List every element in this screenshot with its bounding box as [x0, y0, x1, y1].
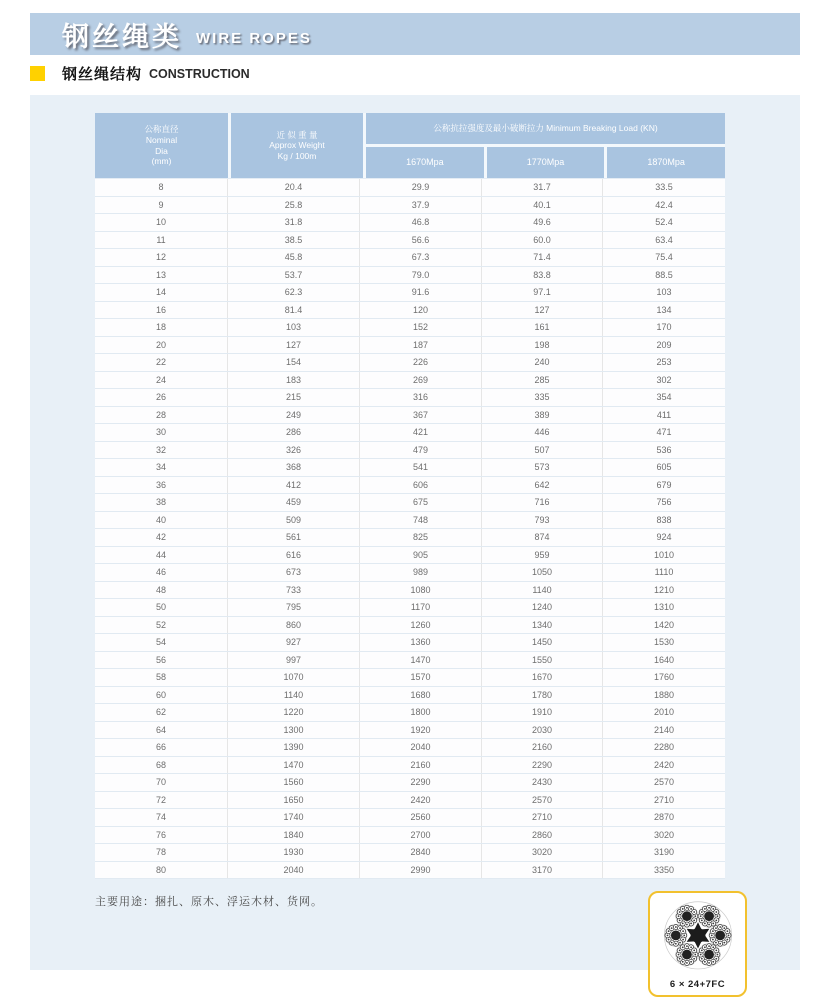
table-cell: 927 [228, 634, 360, 651]
table-cell: 97.1 [482, 284, 603, 301]
table-row [95, 809, 725, 827]
table-cell: 316 [360, 389, 482, 406]
page-title-en: WIRE ROPES [196, 29, 312, 47]
table-cell: 838 [656, 514, 672, 525]
table-cell: 63.4 [655, 234, 673, 245]
table-cell: 31.7 [482, 179, 603, 196]
table-cell: 3350 [653, 864, 675, 875]
table-row [95, 687, 725, 705]
table-cell: 1800 [360, 704, 482, 721]
table-cell: 33.5 [655, 182, 673, 193]
table-cell: 793 [482, 512, 603, 529]
table-row [95, 302, 725, 320]
table-cell: 874 [482, 529, 603, 546]
table-cell: 253 [656, 357, 672, 368]
table-cell: 52 [95, 617, 228, 634]
table-row [95, 599, 725, 617]
table-cell: 573 [482, 459, 603, 476]
section-header [30, 63, 800, 83]
table-row [95, 337, 725, 355]
table-cell: 2840 [360, 844, 482, 861]
table-cell: 959 [482, 547, 603, 564]
table-cell: 795 [228, 599, 360, 616]
table-cell: 45.8 [228, 249, 360, 266]
table-cell: 2990 [360, 862, 482, 879]
table-cell: 2040 [228, 862, 360, 879]
weight-header-zh: 近 似 重 量 [276, 129, 318, 140]
table-cell: 756 [656, 497, 672, 508]
table-cell: 1550 [482, 652, 603, 669]
table-cell: 134 [656, 304, 672, 315]
table-row [95, 757, 725, 775]
table-cell: 42.4 [655, 199, 673, 210]
table-cell: 1390 [228, 739, 360, 756]
table-cell: 103 [656, 287, 672, 298]
table-cell: 10 [95, 214, 228, 231]
table-row [95, 792, 725, 810]
table-cell: 1780 [482, 687, 603, 704]
table-cell: 507 [482, 442, 603, 459]
table-cell: 446 [482, 424, 603, 441]
table-cell: 42 [95, 529, 228, 546]
table-cell: 285 [482, 372, 603, 389]
table-cell: 541 [360, 459, 482, 476]
table-cell: 509 [228, 512, 360, 529]
table-row [95, 319, 725, 337]
table-cell: 32 [95, 442, 228, 459]
table-cell: 183 [228, 372, 360, 389]
table-cell: 49.6 [482, 214, 603, 231]
table-cell: 14 [95, 284, 228, 301]
table-cell: 60.0 [482, 232, 603, 249]
table-cell: 1340 [482, 617, 603, 634]
table-cell: 2030 [482, 722, 603, 739]
table-cell: 76 [95, 827, 228, 844]
table-cell: 825 [360, 529, 482, 546]
table-row [95, 179, 725, 197]
table-cell: 2010 [653, 707, 675, 718]
table-cell: 1880 [653, 689, 675, 700]
table-cell: 22 [95, 354, 228, 371]
table-cell: 1310 [653, 602, 675, 613]
table-cell: 80 [95, 862, 228, 879]
table-cell: 50 [95, 599, 228, 616]
table-cell: 326 [228, 442, 360, 459]
table-row [95, 477, 725, 495]
table-cell: 209 [656, 339, 672, 350]
table-cell: 2420 [653, 759, 675, 770]
table-cell: 34 [95, 459, 228, 476]
column-header-grade-1770: 1770Mpa [487, 147, 605, 178]
table-cell: 66 [95, 739, 228, 756]
table-cell: 389 [482, 407, 603, 424]
table-cell: 60 [95, 687, 228, 704]
table-cell: 1170 [360, 599, 482, 616]
table-cell: 905 [360, 547, 482, 564]
table-cell: 25.8 [228, 197, 360, 214]
section-title-zh: 钢丝绳结构 [62, 65, 143, 83]
diameter-header-en2: Dia [155, 145, 168, 156]
table-row [95, 494, 725, 512]
table-cell: 58 [95, 669, 228, 686]
content-panel [30, 95, 800, 990]
table-cell: 240 [482, 354, 603, 371]
table-row [95, 722, 725, 740]
table-cell: 2290 [360, 774, 482, 791]
table-row [95, 407, 725, 425]
table-cell: 170 [656, 322, 672, 333]
table-cell: 1050 [482, 564, 603, 581]
table-cell: 1910 [482, 704, 603, 721]
table-cell: 675 [360, 494, 482, 511]
table-cell: 187 [360, 337, 482, 354]
table-cell: 30 [95, 424, 228, 441]
table-cell: 53.7 [228, 267, 360, 284]
table-cell: 12 [95, 249, 228, 266]
table-cell: 3170 [482, 862, 603, 879]
table-cell: 249 [228, 407, 360, 424]
table-row [95, 284, 725, 302]
table-cell: 38 [95, 494, 228, 511]
table-cell: 1300 [228, 722, 360, 739]
table-cell: 2160 [482, 739, 603, 756]
table-cell: 48 [95, 582, 228, 599]
table-cell: 1260 [360, 617, 482, 634]
weight-header-en: Approx Weight [269, 140, 325, 151]
table-row [95, 214, 725, 232]
table-cell: 1070 [228, 669, 360, 686]
table-cell: 1570 [360, 669, 482, 686]
table-cell: 67.3 [360, 249, 482, 266]
table-cell: 3020 [653, 829, 675, 840]
table-cell: 62.3 [228, 284, 360, 301]
table-cell: 40.1 [482, 197, 603, 214]
table-cell: 2710 [653, 794, 675, 805]
table-cell: 561 [228, 529, 360, 546]
table-cell: 1530 [653, 637, 675, 648]
table-cell: 103 [228, 319, 360, 336]
table-cell: 642 [482, 477, 603, 494]
table-cell: 2570 [482, 792, 603, 809]
table-cell: 1560 [228, 774, 360, 791]
table-cell: 1140 [482, 582, 603, 599]
table-row [95, 197, 725, 215]
rope-cross-section-icon [657, 896, 739, 978]
table-cell: 536 [656, 444, 672, 455]
column-header-breaking-load [366, 113, 725, 144]
table-cell: 8 [95, 179, 228, 196]
wire-rope-spec-table [95, 113, 725, 879]
table-cell: 354 [656, 392, 672, 403]
table-cell: 1470 [228, 757, 360, 774]
table-cell: 860 [228, 617, 360, 634]
table-row [95, 512, 725, 530]
table-cell: 733 [228, 582, 360, 599]
table-cell: 161 [482, 319, 603, 336]
table-cell: 471 [656, 427, 672, 438]
table-cell: 1840 [228, 827, 360, 844]
table-cell: 38.5 [228, 232, 360, 249]
table-cell: 1670 [482, 669, 603, 686]
table-cell: 226 [360, 354, 482, 371]
table-cell: 997 [228, 652, 360, 669]
table-cell: 215 [228, 389, 360, 406]
table-cell: 56.6 [360, 232, 482, 249]
table-cell: 2140 [653, 724, 675, 735]
table-row [95, 459, 725, 477]
table-cell: 924 [656, 532, 672, 543]
table-cell: 88.5 [655, 269, 673, 280]
table-row [95, 617, 725, 635]
table-row [95, 827, 725, 845]
table-row [95, 652, 725, 670]
table-cell: 54 [95, 634, 228, 651]
table-cell: 673 [228, 564, 360, 581]
weight-header-unit: Kg / 100m [277, 150, 317, 161]
table-cell: 335 [482, 389, 603, 406]
table-cell: 44 [95, 547, 228, 564]
page-banner [30, 13, 800, 55]
table-cell: 2870 [653, 812, 675, 823]
table-cell: 81.4 [228, 302, 360, 319]
table-cell: 421 [360, 424, 482, 441]
table-cell: 2560 [360, 809, 482, 826]
table-cell: 18 [95, 319, 228, 336]
grade-subheader-row [366, 147, 725, 178]
table-cell: 2290 [482, 757, 603, 774]
table-row [95, 582, 725, 600]
table-cell: 2160 [360, 757, 482, 774]
table-cell: 79.0 [360, 267, 482, 284]
table-cell: 46 [95, 564, 228, 581]
table-row [95, 704, 725, 722]
rope-construction-card [648, 891, 747, 997]
table-cell: 71.4 [482, 249, 603, 266]
table-row [95, 354, 725, 372]
usage-note: 主要用途：捆扎、原木、浮运木材、货网。 [95, 896, 323, 908]
table-row [95, 529, 725, 547]
table-cell: 367 [360, 407, 482, 424]
table-cell: 20 [95, 337, 228, 354]
table-cell: 286 [228, 424, 360, 441]
table-cell: 75.4 [655, 252, 673, 263]
table-cell: 269 [360, 372, 482, 389]
column-header-grade-1670: 1670Mpa [366, 147, 484, 178]
table-cell: 46.8 [360, 214, 482, 231]
table-cell: 52.4 [655, 217, 673, 228]
table-cell: 2710 [482, 809, 603, 826]
table-cell: 3190 [653, 847, 675, 858]
table-cell: 1450 [482, 634, 603, 651]
table-cell: 74 [95, 809, 228, 826]
table-cell: 152 [360, 319, 482, 336]
table-cell: 412 [228, 477, 360, 494]
table-cell: 127 [228, 337, 360, 354]
table-row [95, 424, 725, 442]
table-cell: 2570 [653, 777, 675, 788]
table-cell: 40 [95, 512, 228, 529]
section-bullet-icon [30, 66, 45, 81]
table-cell: 1140 [228, 687, 360, 704]
table-cell: 37.9 [360, 197, 482, 214]
table-cell: 198 [482, 337, 603, 354]
table-cell: 28 [95, 407, 228, 424]
table-cell: 606 [360, 477, 482, 494]
table-cell: 1640 [653, 654, 675, 665]
table-cell: 302 [656, 374, 672, 385]
table-row [95, 372, 725, 390]
table-cell: 1680 [360, 687, 482, 704]
table-cell: 1360 [360, 634, 482, 651]
table-row [95, 389, 725, 407]
table-body [95, 178, 725, 879]
table-cell: 2430 [482, 774, 603, 791]
table-cell: 78 [95, 844, 228, 861]
diameter-header-zh: 公称直径 [144, 124, 179, 135]
table-cell: 411 [656, 409, 672, 420]
page-title-zh: 钢丝绳类 [62, 21, 182, 52]
table-cell: 1110 [654, 567, 674, 578]
column-header-grade-1870: 1870Mpa [607, 147, 725, 178]
table-cell: 2420 [360, 792, 482, 809]
column-header-weight [231, 113, 363, 178]
table-cell: 68 [95, 757, 228, 774]
table-row [95, 267, 725, 285]
table-header [95, 113, 725, 178]
table-cell: 1470 [360, 652, 482, 669]
table-row [95, 739, 725, 757]
table-cell: 127 [482, 302, 603, 319]
table-cell: 64 [95, 722, 228, 739]
breaking-load-header-text: 公称抗拉强度及最小破断拉力 Minimum Breaking Load (KN) [433, 123, 658, 134]
table-row [95, 442, 725, 460]
table-row [95, 232, 725, 250]
table-row [95, 669, 725, 687]
table-cell: 679 [656, 479, 672, 490]
table-cell: 9 [95, 197, 228, 214]
table-cell: 20.4 [228, 179, 360, 196]
rope-construction-label: 6 × 24+7FC [669, 979, 726, 990]
table-cell: 748 [360, 512, 482, 529]
table-cell: 120 [360, 302, 482, 319]
table-cell: 62 [95, 704, 228, 721]
table-cell: 56 [95, 652, 228, 669]
table-row [95, 547, 725, 565]
table-row [95, 634, 725, 652]
table-cell: 24 [95, 372, 228, 389]
table-cell: 2860 [482, 827, 603, 844]
table-cell: 1240 [482, 599, 603, 616]
table-cell: 989 [360, 564, 482, 581]
table-cell: 70 [95, 774, 228, 791]
table-cell: 3020 [482, 844, 603, 861]
table-cell: 1920 [360, 722, 482, 739]
table-cell: 368 [228, 459, 360, 476]
table-cell: 29.9 [360, 179, 482, 196]
table-cell: 1210 [653, 584, 675, 595]
table-cell: 1080 [360, 582, 482, 599]
table-row [95, 249, 725, 267]
section-title-en: CONSTRUCTION [149, 67, 250, 81]
table-cell: 605 [656, 462, 672, 473]
diameter-header-unit: (mm) [151, 156, 172, 167]
table-cell: 11 [95, 232, 228, 249]
table-row [95, 774, 725, 792]
table-row [95, 844, 725, 862]
table-cell: 2700 [360, 827, 482, 844]
table-cell: 26 [95, 389, 228, 406]
table-cell: 16 [95, 302, 228, 319]
table-cell: 1760 [653, 672, 675, 683]
table-cell: 716 [482, 494, 603, 511]
table-cell: 479 [360, 442, 482, 459]
table-cell: 1220 [228, 704, 360, 721]
table-cell: 154 [228, 354, 360, 371]
table-cell: 616 [228, 547, 360, 564]
table-cell: 91.6 [360, 284, 482, 301]
column-header-diameter [95, 113, 228, 178]
table-cell: 2040 [360, 739, 482, 756]
diameter-header-en1: Nominal [145, 134, 178, 145]
table-cell: 459 [228, 494, 360, 511]
table-cell: 1740 [228, 809, 360, 826]
table-cell: 1420 [653, 619, 675, 630]
table-cell: 72 [95, 792, 228, 809]
table-cell: 13 [95, 267, 228, 284]
table-cell: 1650 [228, 792, 360, 809]
table-cell: 2280 [653, 742, 675, 753]
table-row [95, 564, 725, 582]
table-cell: 1930 [228, 844, 360, 861]
table-row [95, 862, 725, 880]
table-cell: 1010 [653, 549, 675, 560]
table-cell: 36 [95, 477, 228, 494]
table-cell: 83.8 [482, 267, 603, 284]
table-cell: 31.8 [228, 214, 360, 231]
column-group-breaking-load [366, 113, 725, 178]
